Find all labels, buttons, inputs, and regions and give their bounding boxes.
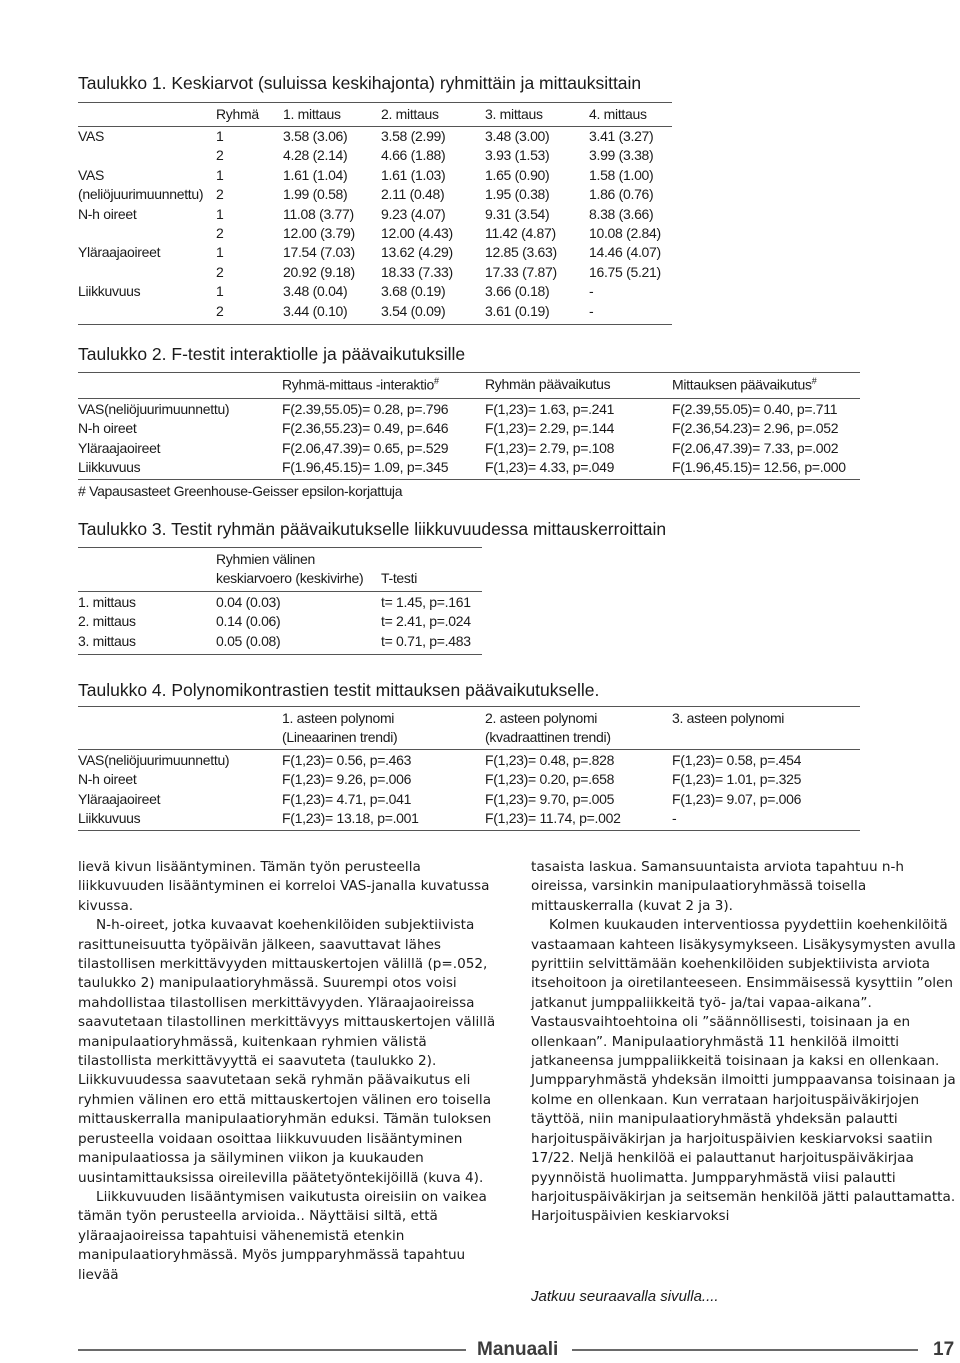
table3-cell-c2: t= 2.41, p=.024 [381, 613, 471, 630]
table4-header-rule [78, 749, 860, 750]
table1-cell-m3: 12.85 (3.63) [485, 244, 557, 261]
table2-cell-c3: F(2.36,54.23)= 2.96, p=.052 [672, 420, 839, 437]
table4-cell-c1: F(1,23)= 4.71, p=.041 [282, 790, 412, 807]
body-right-paragraph: Kolmen kuukauden interventiossa pyydettiin koehenkilöitä vastaamaan kahteen lisäkysymykseen. Lisäkysymysten avulla pyrittiin selvittämään koehenkilöiden subjektiivista arviota itsehoitoon ja oiretilanteeseen. Ensimmäisessä kysyttiin ”olen jatkanut jumppaliikkeitä työ- ja/tai vapaa-aikana”. Vastausvaihtoehtoina oli ”säännöllisesti, toisinaan ja en ollenkaan”. Manipulaatioryhmästä 11 henkilöä ilmoitti jatkaneensa jumppaliikkeitä toisinaan ja kaksi en ollenkaan. Jumpparyhmästä yhdeksän ilmoitti jumppaavansa toisinaan ja kolme en ollenkaan. Kun verrataan harjoituspäiväkirjojen täyttöä, niin manipulaatioryhmästä yhdeksän palautti harjoituspäiväkirjan ja harjoituspäivien keskiarvoksi saatiin 17/22. Neljä henkilöä ei palauttanut harjoituspäiväkirjaa pyynnöistä huolimatta. Jumpparyhmästä viisi palautti harjoituspäiväkirjan ja seitsemän henkilöä jätti palauttamatta. Harjoituspäivien keskiarvoksi [531, 917, 956, 1225]
table3-cell-c2: t= 0.71, p=.483 [381, 632, 471, 649]
table1-cell-m1: 11.08 (3.77) [283, 205, 354, 222]
table1-cell-group: 2 [216, 225, 224, 241]
table3-header-rule [78, 591, 482, 592]
body-right-column [531, 858, 959, 1227]
table1-cell-m3: 1.65 (0.90) [485, 166, 550, 183]
table4-header-2-line1: 2. asteen polynomi [485, 710, 598, 726]
magazine-name: Manuaali [477, 1339, 559, 1360]
table4-cell-label: VAS(neliöjuurimuunnettu) [78, 752, 230, 768]
table3-header-diff-line1: Ryhmien välinen [216, 551, 315, 567]
table2-cell-c2: F(1,23)= 2.79, p=.108 [485, 439, 615, 456]
table1-cell-m2: 18.33 (7.33) [381, 263, 453, 280]
table1-cell-m3: 3.93 (1.53) [485, 147, 550, 164]
body-right-paragraph: tasaista laskua. Samansuuntaista arviota tapahtuu n-h oireissa, varsinkin manipulaatioryhmässä toisella mittauskerralla (kuvat 2 ja 3). [531, 859, 905, 914]
table3-cell-label: 2. mittaus [78, 613, 136, 630]
table3-header-ttest: T-testi [381, 570, 418, 586]
footer-rule-right [572, 1349, 918, 1351]
table1-cell-group: 2 [216, 302, 224, 319]
table1-cell-label: Yläraajaoireet [78, 244, 161, 261]
table4-cell-c3: F(1,23)= 9.07, p=.006 [672, 790, 802, 807]
table2-cell-c3: F(1.96,45.15)= 12.56, p=.000 [672, 458, 846, 475]
table4-cell-c1: F(1,23)= 13.18, p=.001 [282, 810, 419, 827]
table4-cell-label: Yläraajaoireet [78, 790, 161, 807]
table4-cell-c3: F(1,23)= 1.01, p=.325 [672, 771, 802, 788]
table3-cell-label: 1. mittaus [78, 594, 136, 610]
table2-top-rule [78, 372, 860, 373]
table1-cell-m2: 12.00 (4.43) [381, 225, 453, 241]
table4-cell-c2: F(1,23)= 11.74, p=.002 [485, 810, 621, 827]
table1-cell-m2: 1.61 (1.03) [381, 166, 446, 183]
table1-cell-group: 2 [216, 186, 224, 203]
table1-cell-m2: 9.23 (4.07) [381, 205, 446, 222]
table4-cell-c3: - [672, 810, 677, 827]
table1-title: Taulukko 1. Keskiarvot (suluissa keskihajonta) ryhmittäin ja mittauksittain [78, 73, 642, 93]
table1-cell-m3: 1.95 (0.38) [485, 186, 550, 203]
table1-bottom-rule [78, 324, 672, 325]
table1-cell-m2: 13.62 (4.29) [381, 244, 453, 261]
table2-cell-label: Yläraajaoireet [78, 439, 161, 456]
table4-cell-c1: F(1,23)= 0.56, p=.463 [282, 752, 412, 768]
table1-cell-m1: 4.28 (2.14) [283, 147, 348, 164]
table1-cell-m2: 3.54 (0.09) [381, 302, 446, 319]
table1-cell-m4: 3.41 (3.27) [589, 128, 654, 144]
table2-cell-c1: F(2.39,55.05)= 0.28, p=.796 [282, 401, 449, 417]
table1-top-rule [78, 102, 672, 103]
table4-title: Taulukko 4. Polynomikontrastien testit mittauksen päävaikutukselle. [78, 680, 600, 700]
table3-title: Taulukko 3. Testit ryhmän päävaikutukselle liikkuvuudessa mittauskerroittain [78, 519, 667, 539]
table1-header-m1: 1. mittaus [283, 106, 341, 122]
footer-rule-left [78, 1349, 466, 1351]
table1-cell-m1: 3.58 (3.06) [283, 128, 348, 144]
table4-cell-c2: F(1,23)= 0.20, p=.658 [485, 771, 615, 788]
table1-cell-m2: 4.66 (1.88) [381, 147, 446, 164]
table1-cell-m4: 1.58 (1.00) [589, 166, 654, 183]
table1-cell-group: 2 [216, 263, 224, 280]
table1-cell-m1: 3.44 (0.10) [283, 302, 348, 319]
table3-top-rule [78, 547, 482, 548]
table2-cell-c2: F(1,23)= 1.63, p=.241 [485, 401, 615, 417]
table1-cell-m4: - [589, 283, 594, 300]
table1-cell-m3: 3.66 (0.18) [485, 283, 550, 300]
table1-cell-m3: 3.48 (3.00) [485, 128, 550, 144]
table4-header-2-line2: (kvadraattinen trendi) [485, 729, 611, 745]
table4-header-1-line2: (Lineaarinen trendi) [282, 729, 398, 745]
table4-cell-c2: F(1,23)= 9.70, p=.005 [485, 790, 615, 807]
table1-cell-m3: 9.31 (3.54) [485, 205, 550, 222]
table1-header-rule [78, 126, 672, 127]
table4-cell-c3: F(1,23)= 0.58, p=.454 [672, 752, 802, 768]
table4-header-1-line1: 1. asteen polynomi [282, 710, 395, 726]
table1-header-m2: 2. mittaus [381, 106, 439, 122]
table4-header-3-line1: 3. asteen polynomi [672, 710, 785, 726]
body-left-paragraph: lievä kivun lisääntyminen. Tämän työn perusteella liikkuvuuden lisääntyminen ei korreloi VAS-janalla kuvatussa kivussa. [78, 859, 490, 914]
table1-cell-group: 1 [216, 166, 224, 183]
table4-bottom-rule [78, 830, 860, 831]
table2-cell-c3: F(2.06,47.39)= 7.33, p=.002 [672, 439, 839, 456]
table2-header-rule [78, 398, 860, 399]
table2-cell-c3: F(2.39,55.05)= 0.40, p=.711 [672, 401, 838, 417]
table2-cell-c2: F(1,23)= 2.29, p=.144 [485, 420, 615, 437]
body-left-column [78, 858, 502, 1285]
table3-cell-c1: 0.04 (0.03) [216, 594, 281, 610]
table4-cell-c1: F(1,23)= 9.26, p=.006 [282, 771, 412, 788]
table3-bottom-rule [78, 654, 482, 655]
table1-cell-m3: 3.61 (0.19) [485, 302, 550, 319]
table2-cell-c1: F(2.36,55.23)= 0.49, p=.646 [282, 420, 449, 437]
table1-cell-m1: 1.99 (0.58) [283, 186, 348, 203]
table2-cell-label: VAS(neliöjuurimuunnettu) [78, 401, 230, 417]
table1-cell-m1: 20.92 (9.18) [283, 263, 355, 280]
table3-cell-c1: 0.05 (0.08) [216, 632, 281, 649]
table4-cell-c2: F(1,23)= 0.48, p=.828 [485, 752, 615, 768]
table2-cell-c2: F(1,23)= 4.33, p=.049 [485, 458, 615, 475]
table1-cell-m1: 1.61 (1.04) [283, 166, 348, 183]
table2-header-interaction: Ryhmä-mittaus -interaktio# [282, 376, 439, 393]
table1-cell-m2: 3.68 (0.19) [381, 283, 446, 300]
table2-title: Taulukko 2. F-testit interaktiolle ja päävaikutuksille [78, 344, 466, 364]
table1-header-m3: 3. mittaus [485, 106, 543, 122]
table2-footnote: # Vapausasteet Greenhouse-Geisser epsilon-korjattuja [78, 483, 403, 499]
table1-cell-label: Liikkuvuus [78, 283, 141, 300]
table3-header-diff-line2: keskiarvoero (keskivirhe) [216, 570, 364, 586]
body-left-paragraph: N-h-oireet, jotka kuvaavat koehenkilöiden subjektiivista rasittuneisuutta työpäivän jälkeen, saavuttavat lähes tilastollisen merkittävyyden mittauskertojen välillä (p=.052, taulukko 2) manipulaatioryhmässä. Suurempi otos voisi mahdollistaa tilastollisen merkittävyyden. Yläraajaoireissa saavutetaan tilastollinen merkittävyys mittauskertojen välillä manipulaatioryhmässä, kuitenkaan ryhmien välistä tilastollista merkittävyyttä ei saavuteta (taulukko 2). Liikkuvuudessa saavutetaan sekä ryhmän päävaikutus eli ryhmien välinen ero että mittauskertojen välinen ero toisella mittauskerralla manipulaatioryhmän eduksi. Tämän tuloksen perusteella voidaan osoittaa liikkuvuuden lisääntyminen manipulaatiossa ja säilyminen viikon ja kuukauden uusintamittauksissa oireilevilla päätetyöntekijöillä (kuva 4). [78, 917, 496, 1186]
table1-cell-label: VAS [78, 128, 105, 144]
continue-note: Jatkuu seuraavalla sivulla.... [531, 1288, 719, 1305]
table1-cell-m2: 3.58 (2.99) [381, 128, 446, 144]
table4-top-rule [78, 706, 860, 707]
table2-bottom-rule [78, 479, 860, 480]
table1-cell-label: N-h oireet [78, 205, 137, 222]
table3-cell-label: 3. mittaus [78, 632, 136, 649]
table1-cell-m1: 12.00 (3.79) [283, 225, 355, 241]
table1-cell-m4: 1.86 (0.76) [589, 186, 654, 203]
table2-cell-label: Liikkuvuus [78, 458, 141, 475]
table1-cell-group: 2 [216, 147, 224, 164]
table2-header-measure-effect: Mittauksen päävaikutus# [672, 376, 817, 393]
table1-cell-m4: 14.46 (4.07) [589, 244, 661, 261]
table1-cell-m4: 8.38 (3.66) [589, 205, 654, 222]
table3-cell-c2: t= 1.45, p=.161 [381, 594, 471, 610]
table1-cell-label: VAS [78, 166, 105, 183]
table1-cell-m2: 2.11 (0.48) [381, 186, 445, 203]
table1-cell-m1: 17.54 (7.03) [283, 244, 355, 261]
table1-cell-m3: 11.42 (4.87) [485, 225, 556, 241]
table1-header-group: Ryhmä [216, 106, 259, 122]
table2-cell-c1: F(2.06,47.39)= 0.65, p=.529 [282, 439, 449, 456]
table1-cell-m4: 3.99 (3.38) [589, 147, 654, 164]
table1-header-m4: 4. mittaus [589, 106, 647, 122]
table2-header-group-effect: Ryhmän päävaikutus [485, 376, 611, 392]
table1-cell-group: 1 [216, 283, 224, 300]
body-left-paragraph: Liikkuvuuden lisääntymisen vaikutusta oireisiin on vaikea tämän työn perusteella arvioida.. Näyttäisi siltä, että yläraajaoireissa tapahtuisi vähenemistä etenkin manipulaatioryhmässä. Myös jumpparyhmässä tapahtuu lievää [78, 1188, 487, 1283]
table3-cell-c1: 0.14 (0.06) [216, 613, 281, 630]
page-number: 17 [933, 1339, 955, 1360]
table2-cell-c1: F(1.96,45.15)= 1.09, p=.345 [282, 458, 449, 475]
table1-cell-label: (neliöjuurimuunnettu) [78, 186, 204, 203]
table1-cell-m4: 16.75 (5.21) [589, 263, 661, 280]
table1-cell-group: 1 [216, 128, 224, 144]
table4-cell-label: N-h oireet [78, 771, 137, 788]
table1-cell-group: 1 [216, 244, 224, 261]
table1-cell-m4: - [589, 302, 594, 319]
table2-cell-label: N-h oireet [78, 420, 137, 437]
table1-cell-m1: 3.48 (0.04) [283, 283, 348, 300]
table1-cell-group: 1 [216, 205, 224, 222]
table4-cell-label: Liikkuvuus [78, 810, 141, 827]
table1-cell-m4: 10.08 (2.84) [589, 225, 661, 241]
table1-cell-m3: 17.33 (7.87) [485, 263, 557, 280]
